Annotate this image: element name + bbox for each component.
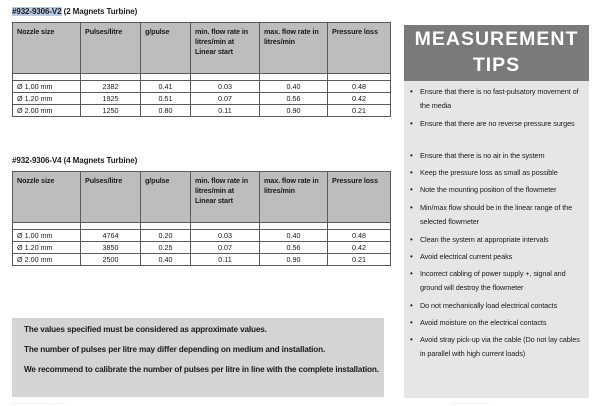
- table-cell: 0.48: [328, 230, 391, 242]
- column-header: min. flow rate in litres/min at Linear start: [191, 23, 260, 74]
- notice-line: The values specified must be considered as approximate values.: [24, 325, 267, 334]
- table-header-row: [13, 172, 391, 223]
- tip-item: [410, 250, 582, 264]
- tip-text: Incorrect cabling of power supply +, signal and ground will destroy the flowmeter: [420, 269, 566, 292]
- tip-text: Min/max flow should be in the linear range of the selected flowmeter: [420, 203, 573, 226]
- table-row: [13, 230, 391, 242]
- footer-right: · · · · · · · · · · · · · · · ·: [452, 401, 490, 406]
- tip-text: Avoid electrical current peaks: [420, 252, 513, 261]
- footer-left: · · · · · · · · · · · · · · · · · · · · · ·: [12, 401, 65, 406]
- table-cell: 0.07: [191, 93, 260, 105]
- column-header: Nozzle size: [13, 23, 81, 74]
- product-code: #932-9306-V2: [12, 7, 62, 16]
- column-header: Pressure loss: [328, 172, 391, 223]
- measurement-tips-panel: [404, 25, 589, 398]
- bullet-icon: •: [410, 87, 413, 96]
- tips-title-line2: TIPS: [472, 54, 521, 76]
- tips-title-line1: MEASUREMENT: [414, 28, 579, 50]
- tip-item: [410, 201, 582, 228]
- tip-text: Do not mechanically load electrical contacts: [420, 301, 558, 310]
- column-header: Pulses/litre: [81, 172, 141, 223]
- table-cell: Ø 2.00 mm: [13, 254, 81, 266]
- tip-text: Avoid stray pick-up via the cable (Do not lay cables in parallel with high current loads): [420, 335, 580, 358]
- table-cell: 0.51: [141, 93, 191, 105]
- notice-line: The number of pulses per litre may differ depending on medium and installation.: [24, 345, 326, 354]
- notice-line: We recommend to calibrate the number of pulses per litre in line with the complete installation.: [24, 365, 379, 374]
- table-header-row: [13, 23, 391, 74]
- bullet-icon: •: [410, 252, 413, 261]
- bullet-icon: •: [410, 269, 413, 278]
- bullet-icon: •: [410, 301, 413, 310]
- table-cell: 1250: [81, 105, 141, 117]
- tip-item: [410, 166, 582, 180]
- table-cell: 0.11: [191, 105, 260, 117]
- table-cell: 4764: [81, 230, 141, 242]
- table-cell: 3850: [81, 242, 141, 254]
- table-row: [13, 242, 391, 254]
- notice-box: [12, 318, 384, 397]
- table-cell: 0.90: [260, 254, 328, 266]
- bullet-icon: •: [410, 119, 413, 128]
- bullet-icon: •: [410, 151, 413, 160]
- bullet-icon: •: [410, 185, 413, 194]
- tip-item: [410, 299, 582, 313]
- tip-item: [410, 85, 582, 112]
- tip-item: [410, 267, 582, 294]
- table-cell: Ø 2.00 mm: [13, 105, 81, 117]
- table-spacer-row: [13, 223, 391, 230]
- table-cell: 0.21: [328, 254, 391, 266]
- tip-item: [410, 233, 582, 247]
- section-title-v4: [12, 155, 390, 167]
- column-header: min. flow rate in litres/min at Linear start: [191, 172, 260, 223]
- table-cell: 0.40: [141, 254, 191, 266]
- table-cell: 2382: [81, 81, 141, 93]
- tip-text: Ensure that there is no air in the system: [420, 151, 545, 160]
- table-cell: 0.41: [141, 81, 191, 93]
- tip-text: Note the mounting position of the flowmeter: [420, 185, 557, 194]
- spec-table-v2: [12, 22, 391, 117]
- table-cell: Ø 1.00 mm: [13, 230, 81, 242]
- tip-text: Ensure that there are no reverse pressure surges: [420, 119, 575, 128]
- column-header: Pressure loss: [328, 23, 391, 74]
- table-cell: 2500: [81, 254, 141, 266]
- table-cell: 0.20: [141, 230, 191, 242]
- table-cell: 0.25: [141, 242, 191, 254]
- bullet-icon: •: [410, 235, 413, 244]
- column-header: g/pulse: [141, 23, 191, 74]
- bullet-icon: •: [410, 335, 413, 344]
- table-cell: Ø 1.20 mm: [13, 93, 81, 105]
- section-title-text: (2 Magnets Turbine): [61, 7, 138, 16]
- product-code: #932-9306-V4: [12, 156, 62, 165]
- tip-item: [410, 333, 582, 360]
- specs-column: [12, 6, 390, 266]
- table-row: [13, 93, 391, 105]
- section-title-v2: [12, 6, 390, 18]
- table-row: [13, 254, 391, 266]
- table-cell: 0.42: [328, 93, 391, 105]
- column-header: g/pulse: [141, 172, 191, 223]
- table-row: [13, 105, 391, 117]
- column-header: Pulses/litre: [81, 23, 141, 74]
- table-cell: 0.80: [141, 105, 191, 117]
- table-cell: 0.11: [191, 254, 260, 266]
- table-cell: 1925: [81, 93, 141, 105]
- table-cell: 0.40: [260, 230, 328, 242]
- table-cell: 0.07: [191, 242, 260, 254]
- section-title-text: (4 Magnets Turbine): [61, 156, 138, 165]
- table-cell: 0.48: [328, 81, 391, 93]
- table-cell: 0.56: [260, 93, 328, 105]
- bullet-icon: •: [410, 318, 413, 327]
- table-cell: 0.90: [260, 105, 328, 117]
- bullet-icon: •: [410, 203, 413, 212]
- table-cell: 0.42: [328, 242, 391, 254]
- table-cell: 0.40: [260, 81, 328, 93]
- table-cell: 0.56: [260, 242, 328, 254]
- column-header: max. flow rate in litres/min: [260, 23, 328, 74]
- tip-item: [410, 117, 582, 131]
- table-cell: 0.03: [191, 81, 260, 93]
- table-cell: Ø 1.00 mm: [13, 81, 81, 93]
- bullet-icon: •: [410, 168, 413, 177]
- column-header: max. flow rate in litres/min: [260, 172, 328, 223]
- table-spacer-row: [13, 74, 391, 81]
- tip-item: [410, 316, 582, 330]
- tip-item: [410, 183, 582, 197]
- table-cell: Ø 1.20 mm: [13, 242, 81, 254]
- table-row: [13, 81, 391, 93]
- spec-table-v4: [12, 171, 391, 266]
- tip-text: Clean the system at appropriate intervals: [420, 235, 549, 244]
- tip-item: [410, 149, 582, 163]
- column-header: Nozzle size: [13, 172, 81, 223]
- tips-heading: [404, 25, 589, 81]
- table-cell: 0.03: [191, 230, 260, 242]
- table-cell: 0.21: [328, 105, 391, 117]
- tip-text: Avoid moisture on the electrical contacts: [420, 318, 547, 327]
- tip-text: Keep the pressure loss as small as possible: [420, 168, 558, 177]
- tip-text: Ensure that there is no fast-pulsatory movement of the media: [420, 87, 579, 110]
